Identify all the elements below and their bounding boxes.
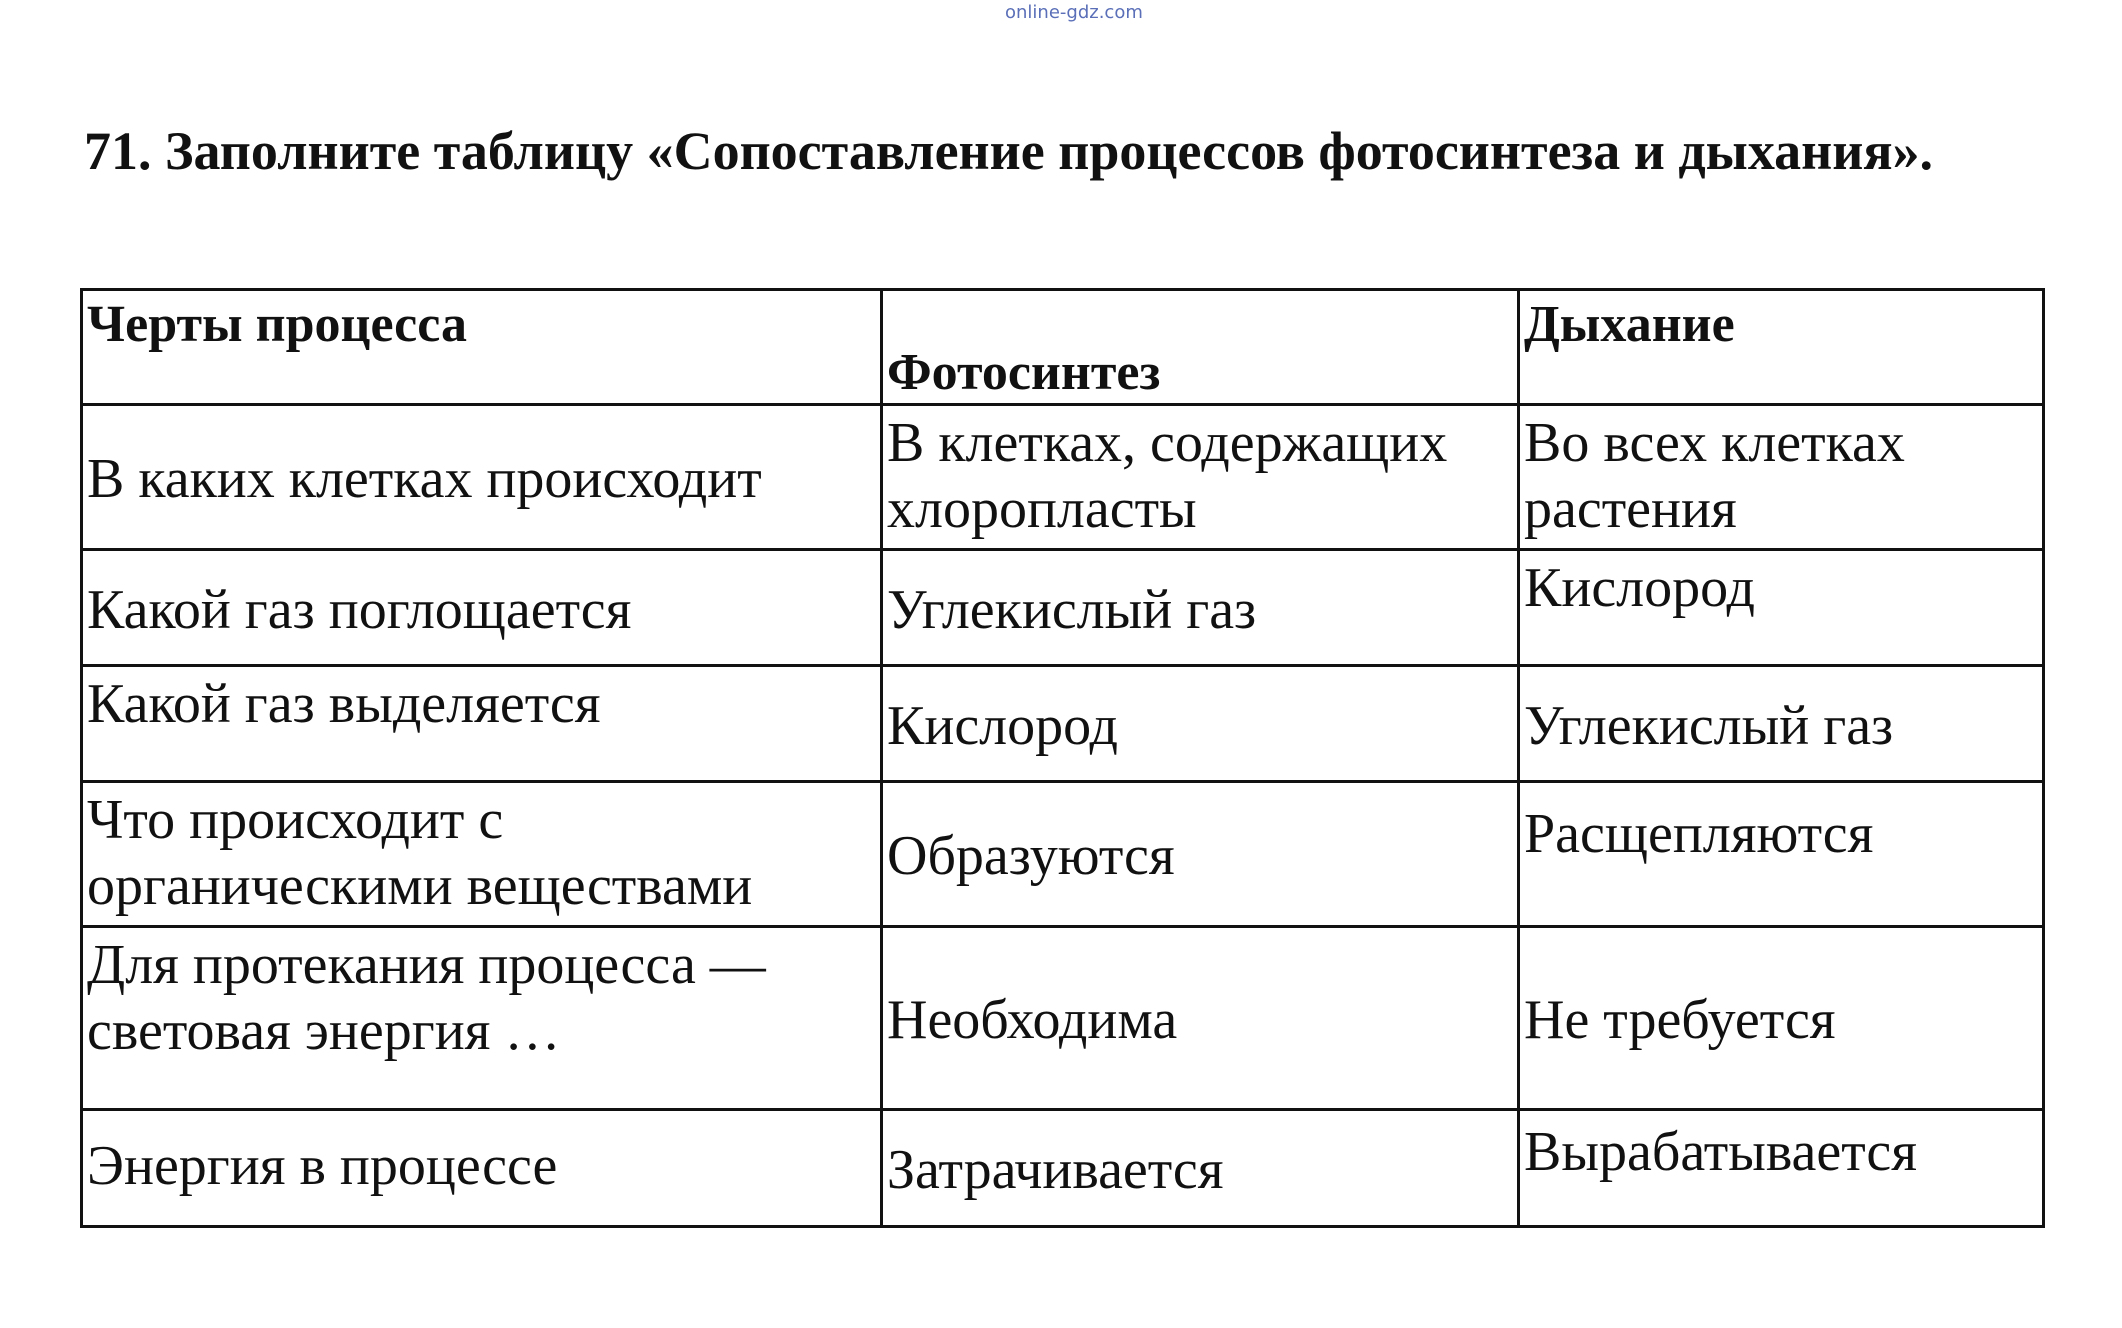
feature-cell: Что происходит с органическими веществами bbox=[82, 782, 882, 927]
respiration-cell: Расщепляются bbox=[1519, 782, 2044, 927]
table-row bbox=[82, 927, 2044, 1110]
task-title: 71. Заполните таблицу «Сопоставление процессов фотосинтеза и дыхания». bbox=[84, 121, 1934, 181]
header-features: Черты процесса bbox=[82, 290, 882, 405]
photosynthesis-cell: В клетках, содержащих хлоропласты bbox=[882, 405, 1519, 550]
header-photosynthesis: Фотосинтез bbox=[882, 290, 1519, 405]
respiration-cell: Кислород bbox=[1519, 550, 2044, 666]
feature-cell: Какой газ выделяется bbox=[82, 666, 882, 782]
photosynthesis-cell: Затрачивается bbox=[882, 1110, 1519, 1227]
table-row bbox=[82, 405, 2044, 550]
watermark: online-gdz.com bbox=[1005, 2, 1143, 23]
feature-cell: Энергия в процессе bbox=[82, 1110, 882, 1227]
comparison-table bbox=[80, 288, 2045, 1228]
table-row bbox=[82, 782, 2044, 927]
respiration-cell: Во всех клетках растения bbox=[1519, 405, 2044, 550]
table-header-row bbox=[82, 290, 2044, 405]
photosynthesis-cell: Углекислый газ bbox=[882, 550, 1519, 666]
table-row bbox=[82, 666, 2044, 782]
feature-cell: В каких клетках происходит bbox=[82, 405, 882, 550]
header-respiration: Дыхание bbox=[1519, 290, 2044, 405]
table-row bbox=[82, 1110, 2044, 1227]
photosynthesis-cell: Кислород bbox=[882, 666, 1519, 782]
respiration-cell: Углекислый газ bbox=[1519, 666, 2044, 782]
respiration-cell: Вырабатывается bbox=[1519, 1110, 2044, 1227]
photosynthesis-cell: Образуются bbox=[882, 782, 1519, 927]
respiration-cell: Не требуется bbox=[1519, 927, 2044, 1110]
feature-cell: Для протекания процесса — световая энергия … bbox=[82, 927, 882, 1110]
table-row bbox=[82, 550, 2044, 666]
feature-cell: Какой газ поглощается bbox=[82, 550, 882, 666]
photosynthesis-cell: Необходима bbox=[882, 927, 1519, 1110]
